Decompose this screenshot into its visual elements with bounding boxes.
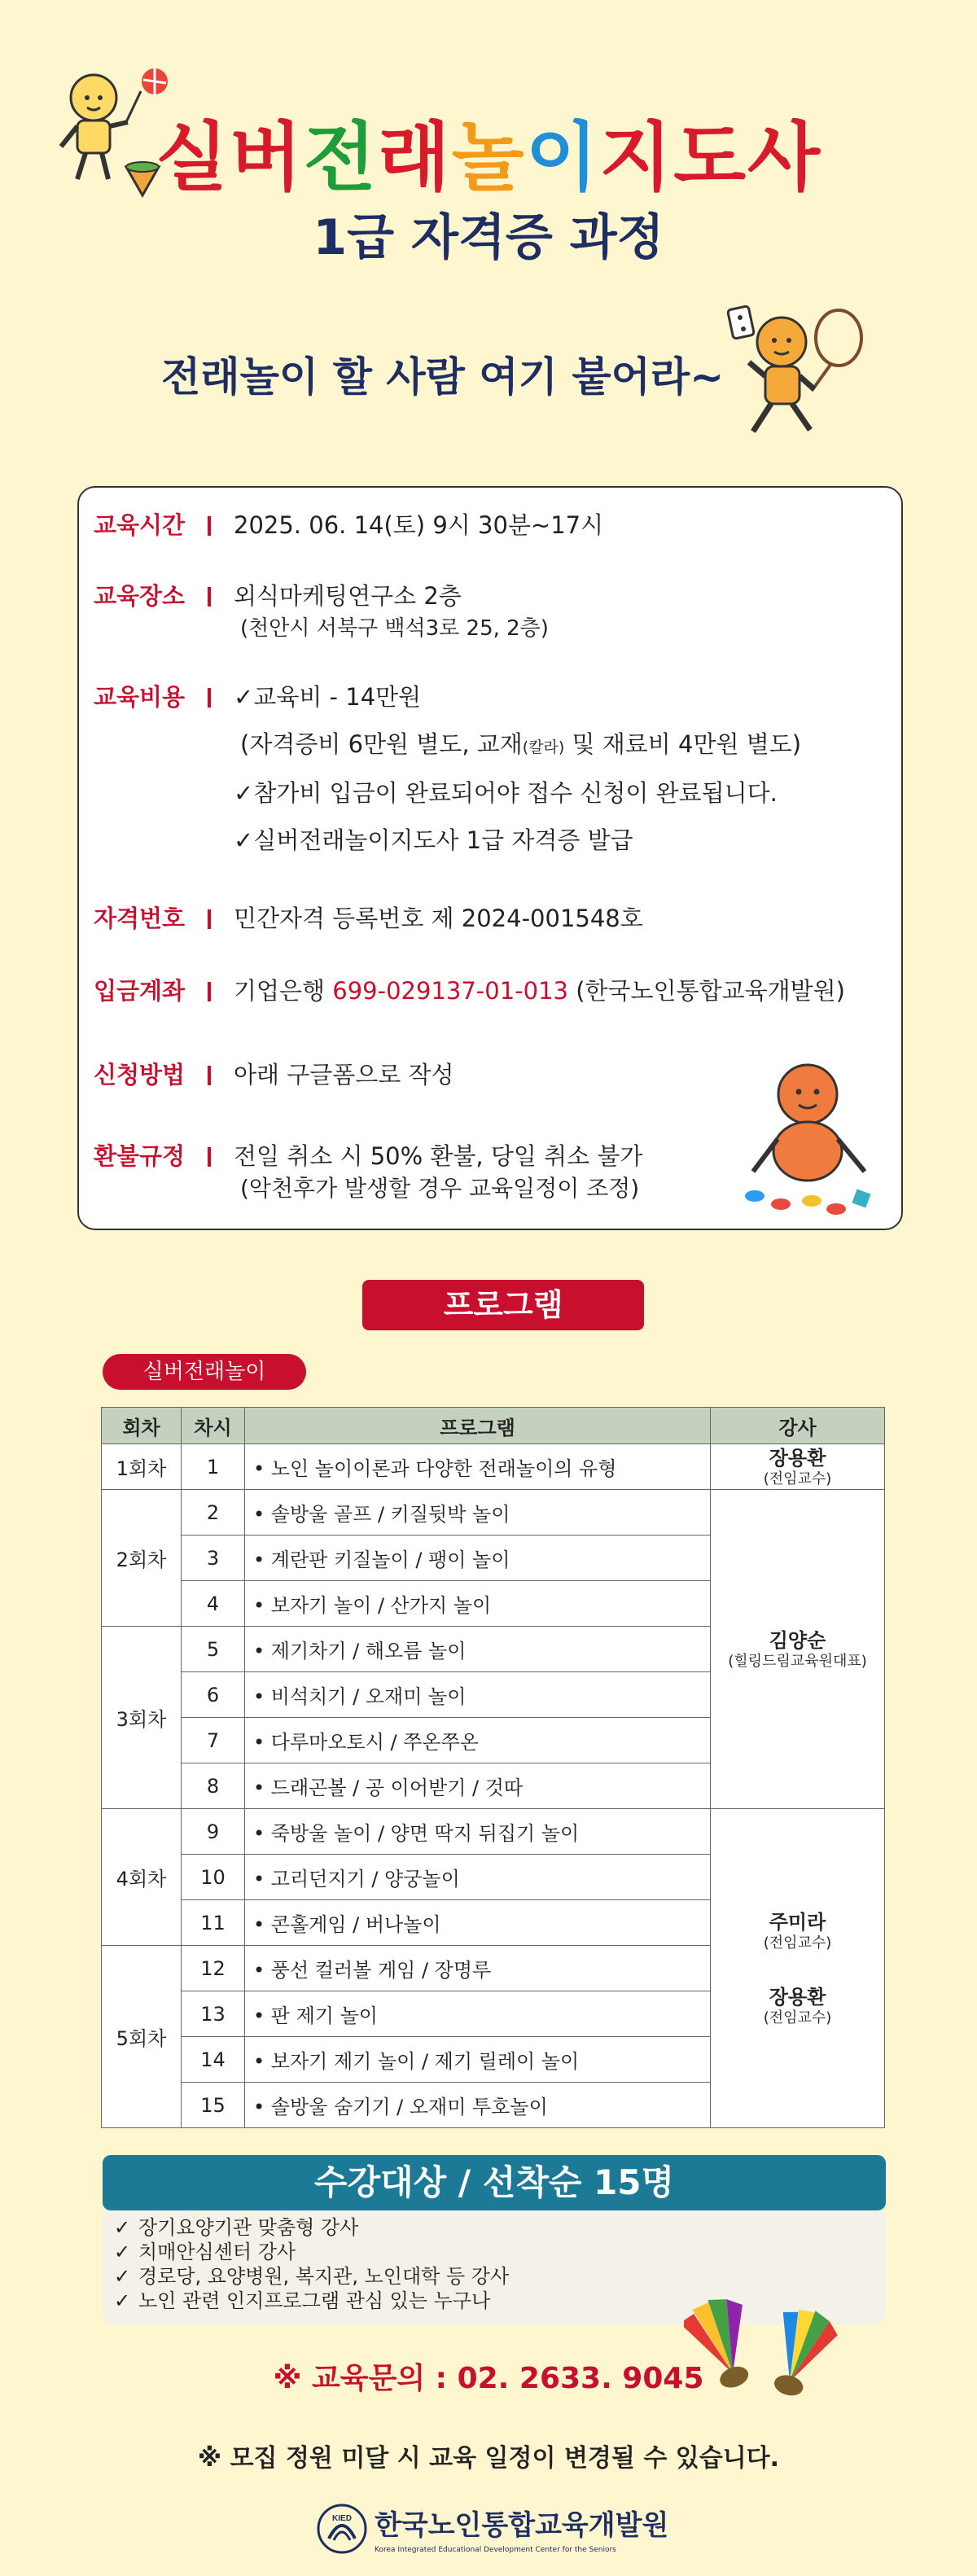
info-label: 교육장소 xyxy=(94,582,186,610)
round-cell: 5회차 xyxy=(102,1946,182,2128)
course-info-box xyxy=(77,486,903,1230)
instructor-spacer xyxy=(711,1952,884,1985)
program-cell: • 솔방울 골프 / 키질뒷박 놀이 xyxy=(245,1490,711,1536)
program-table xyxy=(101,1407,885,2128)
label-divider xyxy=(208,516,211,536)
program-cell: • 비석치기 / 오재미 놀이 xyxy=(245,1672,711,1718)
title-char: 도 xyxy=(673,114,748,201)
check-icon: ✓ xyxy=(114,2289,131,2312)
title-char: 이 xyxy=(525,114,600,201)
program-cell: • 판 제기 놀이 xyxy=(245,1991,711,2037)
program-cell: • 풍선 컬러볼 게임 / 장명루 xyxy=(245,1946,711,1991)
list-item-text: 치매안심센터 강사 xyxy=(138,2241,296,2263)
session-cell: 13 xyxy=(182,1991,245,2037)
program-cell: • 계란판 키질놀이 / 팽이 놀이 xyxy=(245,1536,711,1581)
session-cell: 4 xyxy=(182,1581,245,1627)
table-row xyxy=(102,1444,885,1490)
program-cell: • 노인 놀이이론과 다양한 전래놀이의 유형 xyxy=(245,1444,711,1490)
page-title xyxy=(0,114,977,201)
instructor-name: 김양순 xyxy=(769,1628,826,1652)
list-item-text: 장기요양기관 맞춤형 강사 xyxy=(138,2216,359,2239)
session-cell: 8 xyxy=(182,1763,245,1809)
column-header: 강사 xyxy=(711,1408,885,1444)
label-divider xyxy=(208,587,211,607)
instructor-title: (전임교수) xyxy=(763,1470,832,1487)
page-subtitle: 1급 자격증 과정 xyxy=(313,209,664,266)
instructor-name: 장용환 xyxy=(769,1446,826,1470)
table-row xyxy=(102,1490,885,1536)
instructor-title: (힐링드림교육원대표) xyxy=(728,1652,867,1670)
column-header: 회차 xyxy=(102,1408,182,1444)
check-icon: ✓ xyxy=(114,2216,131,2239)
contact-info: ※ 교육문의 : 02. 2633. 9045 xyxy=(273,2362,704,2395)
label-divider xyxy=(208,1066,211,1085)
program-cell: • 보자기 놀이 / 산가지 놀이 xyxy=(245,1581,711,1627)
info-label: 교육시간 xyxy=(94,511,186,539)
table-row xyxy=(102,1809,885,1855)
session-cell: 14 xyxy=(182,2037,245,2083)
list-item xyxy=(114,2264,509,2289)
session-cell: 1 xyxy=(182,1444,245,1490)
instructor-cell xyxy=(711,1444,885,1490)
list-item xyxy=(114,2289,490,2313)
table-header-row xyxy=(102,1408,885,1444)
session-cell: 2 xyxy=(182,1490,245,1536)
target-banner: 수강대상 / 선착순 15명 xyxy=(103,2155,886,2210)
info-label: 자격번호 xyxy=(94,905,186,932)
program-cell: • 고리던지기 / 양궁놀이 xyxy=(245,1855,711,1900)
organization-english-name: Korea Integrated Educational Development Center for the Seniors xyxy=(375,2546,616,2554)
program-cell: • 솔방울 숨기기 / 오재미 투호놀이 xyxy=(245,2083,711,2128)
bank-name: 기업은행 xyxy=(234,977,333,1005)
check-icon: ✓ xyxy=(114,2241,131,2263)
program-cell: • 제기차기 / 해오름 놀이 xyxy=(245,1627,711,1672)
round-cell: 2회차 xyxy=(102,1490,182,1627)
organization-logo-icon xyxy=(316,2503,368,2555)
program-cell: • 콘홀게임 / 버나놀이 xyxy=(245,1900,711,1946)
program-cell: • 보자기 제기 놀이 / 제기 릴레이 놀이 xyxy=(245,2037,711,2083)
session-cell: 12 xyxy=(182,1946,245,1991)
instructor-cell xyxy=(711,1490,885,1809)
fee-detail-text: 및 재료비 4만원 별도) xyxy=(564,730,802,758)
check-icon: ✓ xyxy=(114,2265,131,2288)
child-playing-illustration xyxy=(730,1058,885,1220)
schedule-notice: ※ 모집 정원 미달 시 교육 일정이 변경될 수 있습니다. xyxy=(197,2444,780,2473)
title-char: 전 xyxy=(303,114,378,201)
info-value xyxy=(234,974,845,1008)
instructor-title: (전임교수) xyxy=(763,1934,832,1952)
label-divider xyxy=(208,982,211,1001)
running-child-illustration xyxy=(721,301,867,448)
list-item xyxy=(114,2240,296,2264)
list-item-text: 경로당, 요양병원, 복지관, 노인대학 등 강사 xyxy=(138,2265,510,2288)
info-label: 신청방법 xyxy=(94,1061,186,1089)
session-cell: 3 xyxy=(182,1536,245,1581)
info-sub-value: (악천후가 발생할 경우 교육일정이 조정) xyxy=(240,1175,640,1202)
session-cell: 6 xyxy=(182,1672,245,1718)
instructor-title: (전임교수) xyxy=(763,2009,832,2026)
category-pill: 실버전래놀이 xyxy=(103,1354,306,1390)
fee-detail xyxy=(240,729,801,763)
label-divider xyxy=(208,909,211,929)
session-cell: 7 xyxy=(182,1718,245,1763)
title-char: 버 xyxy=(229,114,304,201)
info-value: 2025. 06. 14(토) 9시 30분~17시 xyxy=(234,511,604,539)
session-cell: 5 xyxy=(182,1627,245,1672)
logo-text: KIED xyxy=(332,2514,352,2523)
round-cell: 1회차 xyxy=(102,1444,182,1490)
instructor-name: 장용환 xyxy=(769,1985,826,2009)
list-item xyxy=(114,2215,358,2240)
account-holder: (한국노인통합교육개발원) xyxy=(567,977,845,1005)
info-label: 환불규정 xyxy=(94,1142,186,1170)
info-label: 교육비용 xyxy=(94,683,186,711)
info-value: 전일 취소 시 50% 환불, 당일 취소 불가 xyxy=(234,1142,643,1170)
program-cell: • 죽방울 놀이 / 양면 딱지 뒤집기 놀이 xyxy=(245,1809,711,1855)
info-value: 외식마케팅연구소 2층 xyxy=(234,582,462,610)
title-char: 실 xyxy=(156,114,230,201)
fee-note: ✓참가비 입금이 완료되어야 접수 신청이 완료됩니다. xyxy=(234,779,778,807)
session-cell: 15 xyxy=(182,2083,245,2128)
session-cell: 9 xyxy=(182,1809,245,1855)
round-cell: 4회차 xyxy=(102,1809,182,1946)
column-header: 차시 xyxy=(182,1408,245,1444)
label-divider xyxy=(208,688,211,708)
program-heading: 프로그램 xyxy=(362,1280,644,1330)
instructor-cell xyxy=(711,1809,885,2128)
program-cell: • 다루마오토시 / 쭈온쭈온 xyxy=(245,1718,711,1763)
round-cell: 3회차 xyxy=(102,1627,182,1809)
fee-detail-text: (자격증비 6만원 별도, 교재 xyxy=(240,730,523,758)
fee-note: ✓실버전래놀이지도사 1급 자격증 발급 xyxy=(234,826,633,854)
column-header: 프로그램 xyxy=(245,1408,711,1444)
title-char: 놀 xyxy=(451,114,526,201)
title-char: 래 xyxy=(377,114,452,201)
organization-name: 한국노인통합교육개발원 xyxy=(375,2509,669,2542)
slogan: 전래놀이 할 사람 여기 붙어라~ xyxy=(161,353,725,401)
info-label: 입금계좌 xyxy=(94,977,186,1005)
info-value: 아래 구글폼으로 작성 xyxy=(234,1061,454,1089)
info-value: 민간자격 등록번호 제 2024-001548호 xyxy=(234,905,643,932)
label-divider xyxy=(208,1147,211,1167)
session-cell: 11 xyxy=(182,1900,245,1946)
program-cell: • 드래곤볼 / 공 이어받기 / 것따 xyxy=(245,1763,711,1809)
instructor-name: 주미라 xyxy=(769,1910,826,1934)
info-sub-value: (천안시 서북구 백석3로 25, 2층) xyxy=(240,616,549,641)
title-char: 사 xyxy=(747,114,821,201)
session-cell: 10 xyxy=(182,1855,245,1900)
info-value: ✓교육비 - 14만원 xyxy=(234,683,422,711)
list-item-text: 노인 관련 인지프로그램 관심 있는 누구나 xyxy=(138,2289,491,2312)
fee-detail-small: (칼라) xyxy=(522,738,565,756)
account-number: 699-029137-01-013 xyxy=(332,977,568,1005)
title-char: 지 xyxy=(599,114,674,201)
